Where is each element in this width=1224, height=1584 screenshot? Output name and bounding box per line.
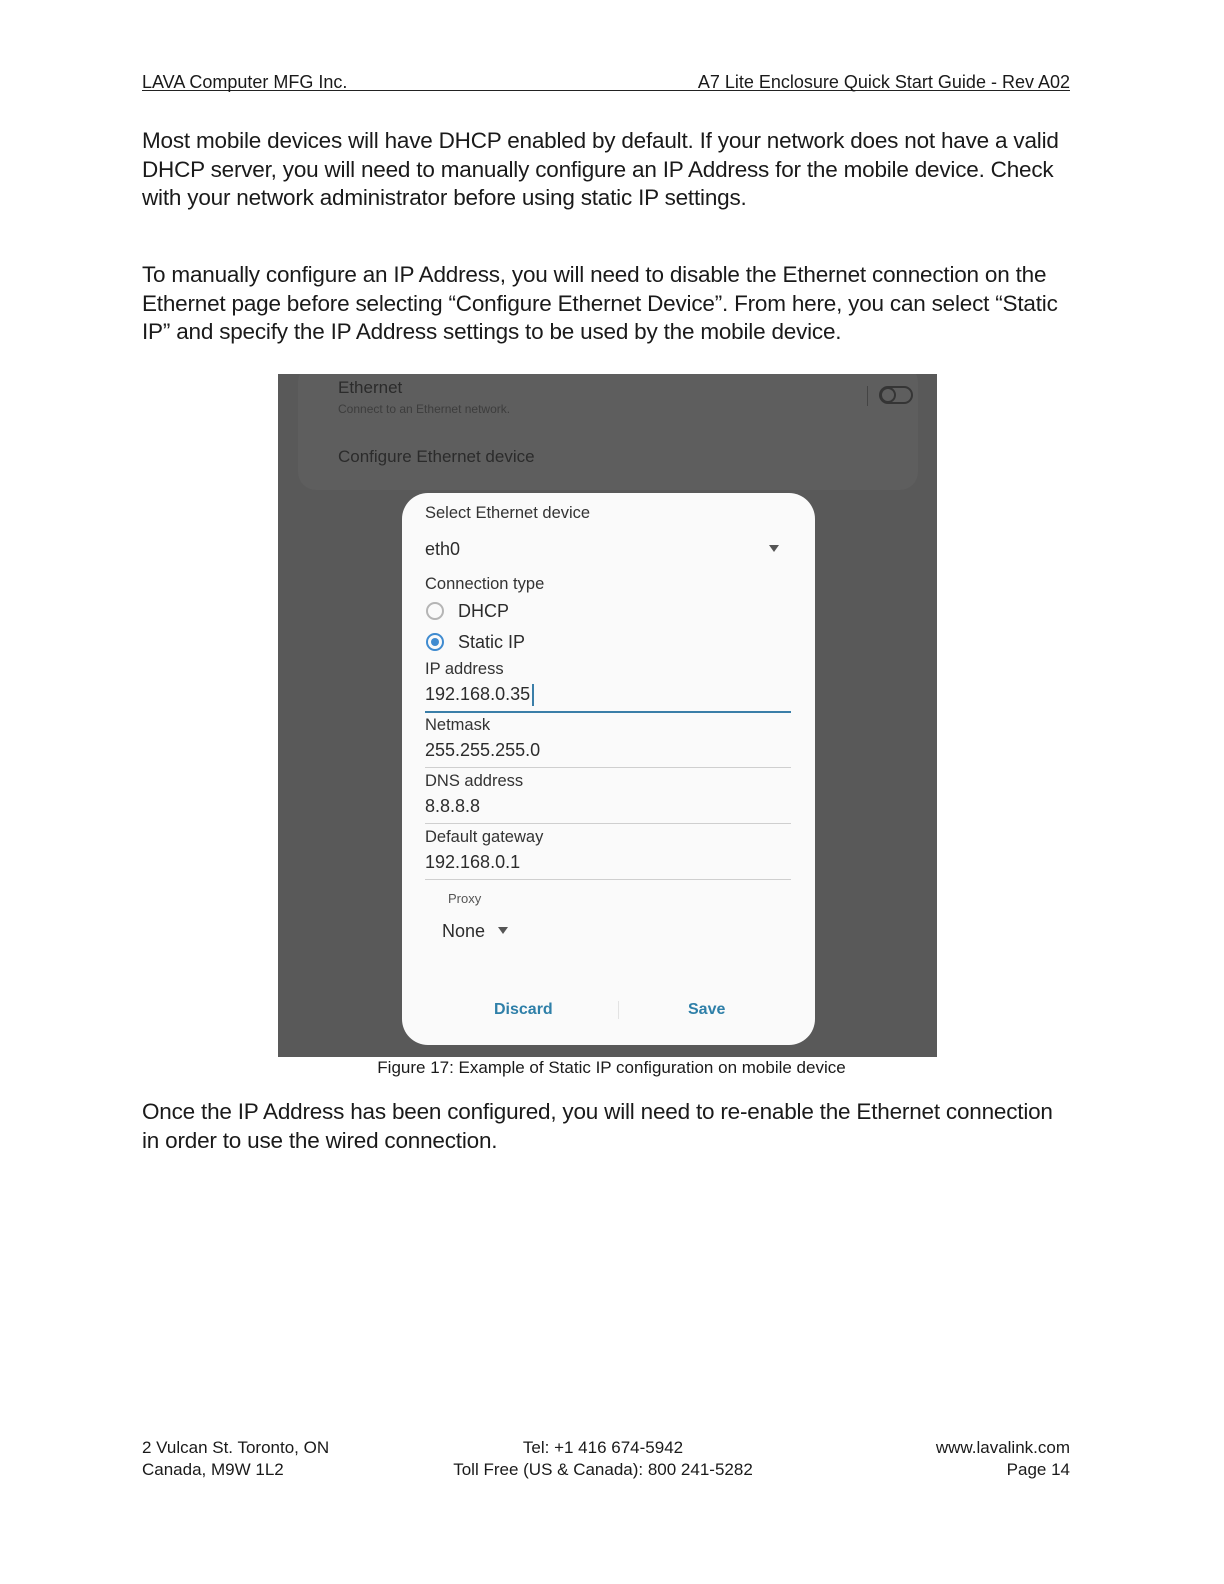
proxy-dropdown[interactable]: None [442, 921, 486, 941]
static-ip-option-label[interactable]: Static IP [458, 632, 526, 652]
footer-page-number: Page 14 [1006, 1459, 1070, 1479]
proxy-label: Proxy [448, 891, 482, 906]
figure-caption: Figure 17: Example of Static IP configuration on mobile device [377, 1058, 846, 1077]
footer-contact [442, 1437, 764, 1480]
paragraph-manual-config: To manually configure an IP Address, you will need to disable the Ethernet connection on the Ethernet page before selecting “Configure Ethernet Device”. From here, you can select “Static IP” and specify the IP Address settings to be used by the mobile device. [142, 262, 1058, 344]
connection-type-label: Connection type [425, 575, 545, 593]
header-guide-title: A7 Lite Enclosure Quick Start Guide - Rev A02 [697, 72, 1070, 92]
proxy-dropdown-caret-icon[interactable] [498, 927, 508, 934]
dhcp-radio[interactable] [426, 602, 444, 620]
footer-tel: Tel: +1 416 674-5942 [522, 1438, 684, 1457]
figure-screenshot [278, 374, 937, 1057]
save-button[interactable]: Save [688, 1001, 726, 1018]
toggle-divider [867, 386, 868, 406]
footer-address-line1: 2 Vulcan St. Toronto, ON [142, 1438, 330, 1457]
netmask-underline [425, 767, 791, 768]
netmask-label: Netmask [425, 716, 491, 734]
footer-website: www.lavalink.com [935, 1438, 1070, 1457]
ethernet-title: Ethernet [338, 378, 403, 397]
dns-address-label: DNS address [425, 772, 524, 790]
footer-address [142, 1437, 329, 1480]
ethernet-config-dialog [402, 493, 815, 1045]
footer-tollfree: Toll Free (US & Canada): 800 241-5282 [453, 1459, 753, 1479]
device-dropdown[interactable]: eth0 [425, 539, 461, 559]
dns-address-input[interactable]: 8.8.8.8 [425, 796, 481, 816]
toggle-knob [880, 387, 896, 403]
configure-ethernet-device-item[interactable]: Configure Ethernet device [338, 447, 535, 466]
default-gateway-input[interactable]: 192.168.0.1 [425, 852, 521, 872]
ethernet-settings-card [298, 374, 918, 490]
select-device-label: Select Ethernet device [425, 504, 591, 522]
dhcp-option-label[interactable]: DHCP [458, 601, 510, 621]
page-header [142, 70, 1070, 91]
ip-address-label: IP address [425, 660, 504, 678]
default-gateway-underline [425, 879, 791, 880]
footer-web [936, 1437, 1070, 1480]
paragraph-dhcp-default: Most mobile devices will have DHCP enabled by default. If your network does not have a valid DHCP server, you will need to manually configure an IP Address for the mobile device. Check with your network administrator before using static IP settings. [142, 128, 1059, 210]
ethernet-subtitle: Connect to an Ethernet network. [338, 402, 511, 416]
netmask-input[interactable]: 255.255.255.0 [425, 740, 541, 760]
default-gateway-label: Default gateway [425, 828, 544, 846]
paragraph-re-enable: Once the IP Address has been configured, you will need to re-enable the Ethernet connection in order to use the wired connection. [142, 1099, 1053, 1153]
ip-address-input[interactable]: 192.168.0.35 [425, 684, 531, 704]
footer-address-line2: Canada, M9W 1L2 [142, 1459, 284, 1479]
discard-button[interactable]: Discard [494, 1001, 553, 1018]
device-dropdown-caret-icon[interactable] [769, 545, 779, 552]
ip-address-underline [425, 711, 791, 713]
dns-address-underline [425, 823, 791, 824]
button-separator [618, 1001, 619, 1019]
static-ip-radio[interactable] [426, 633, 444, 651]
ethernet-toggle[interactable] [879, 386, 913, 404]
header-company: LAVA Computer MFG Inc. [142, 72, 348, 92]
text-cursor [532, 684, 534, 706]
